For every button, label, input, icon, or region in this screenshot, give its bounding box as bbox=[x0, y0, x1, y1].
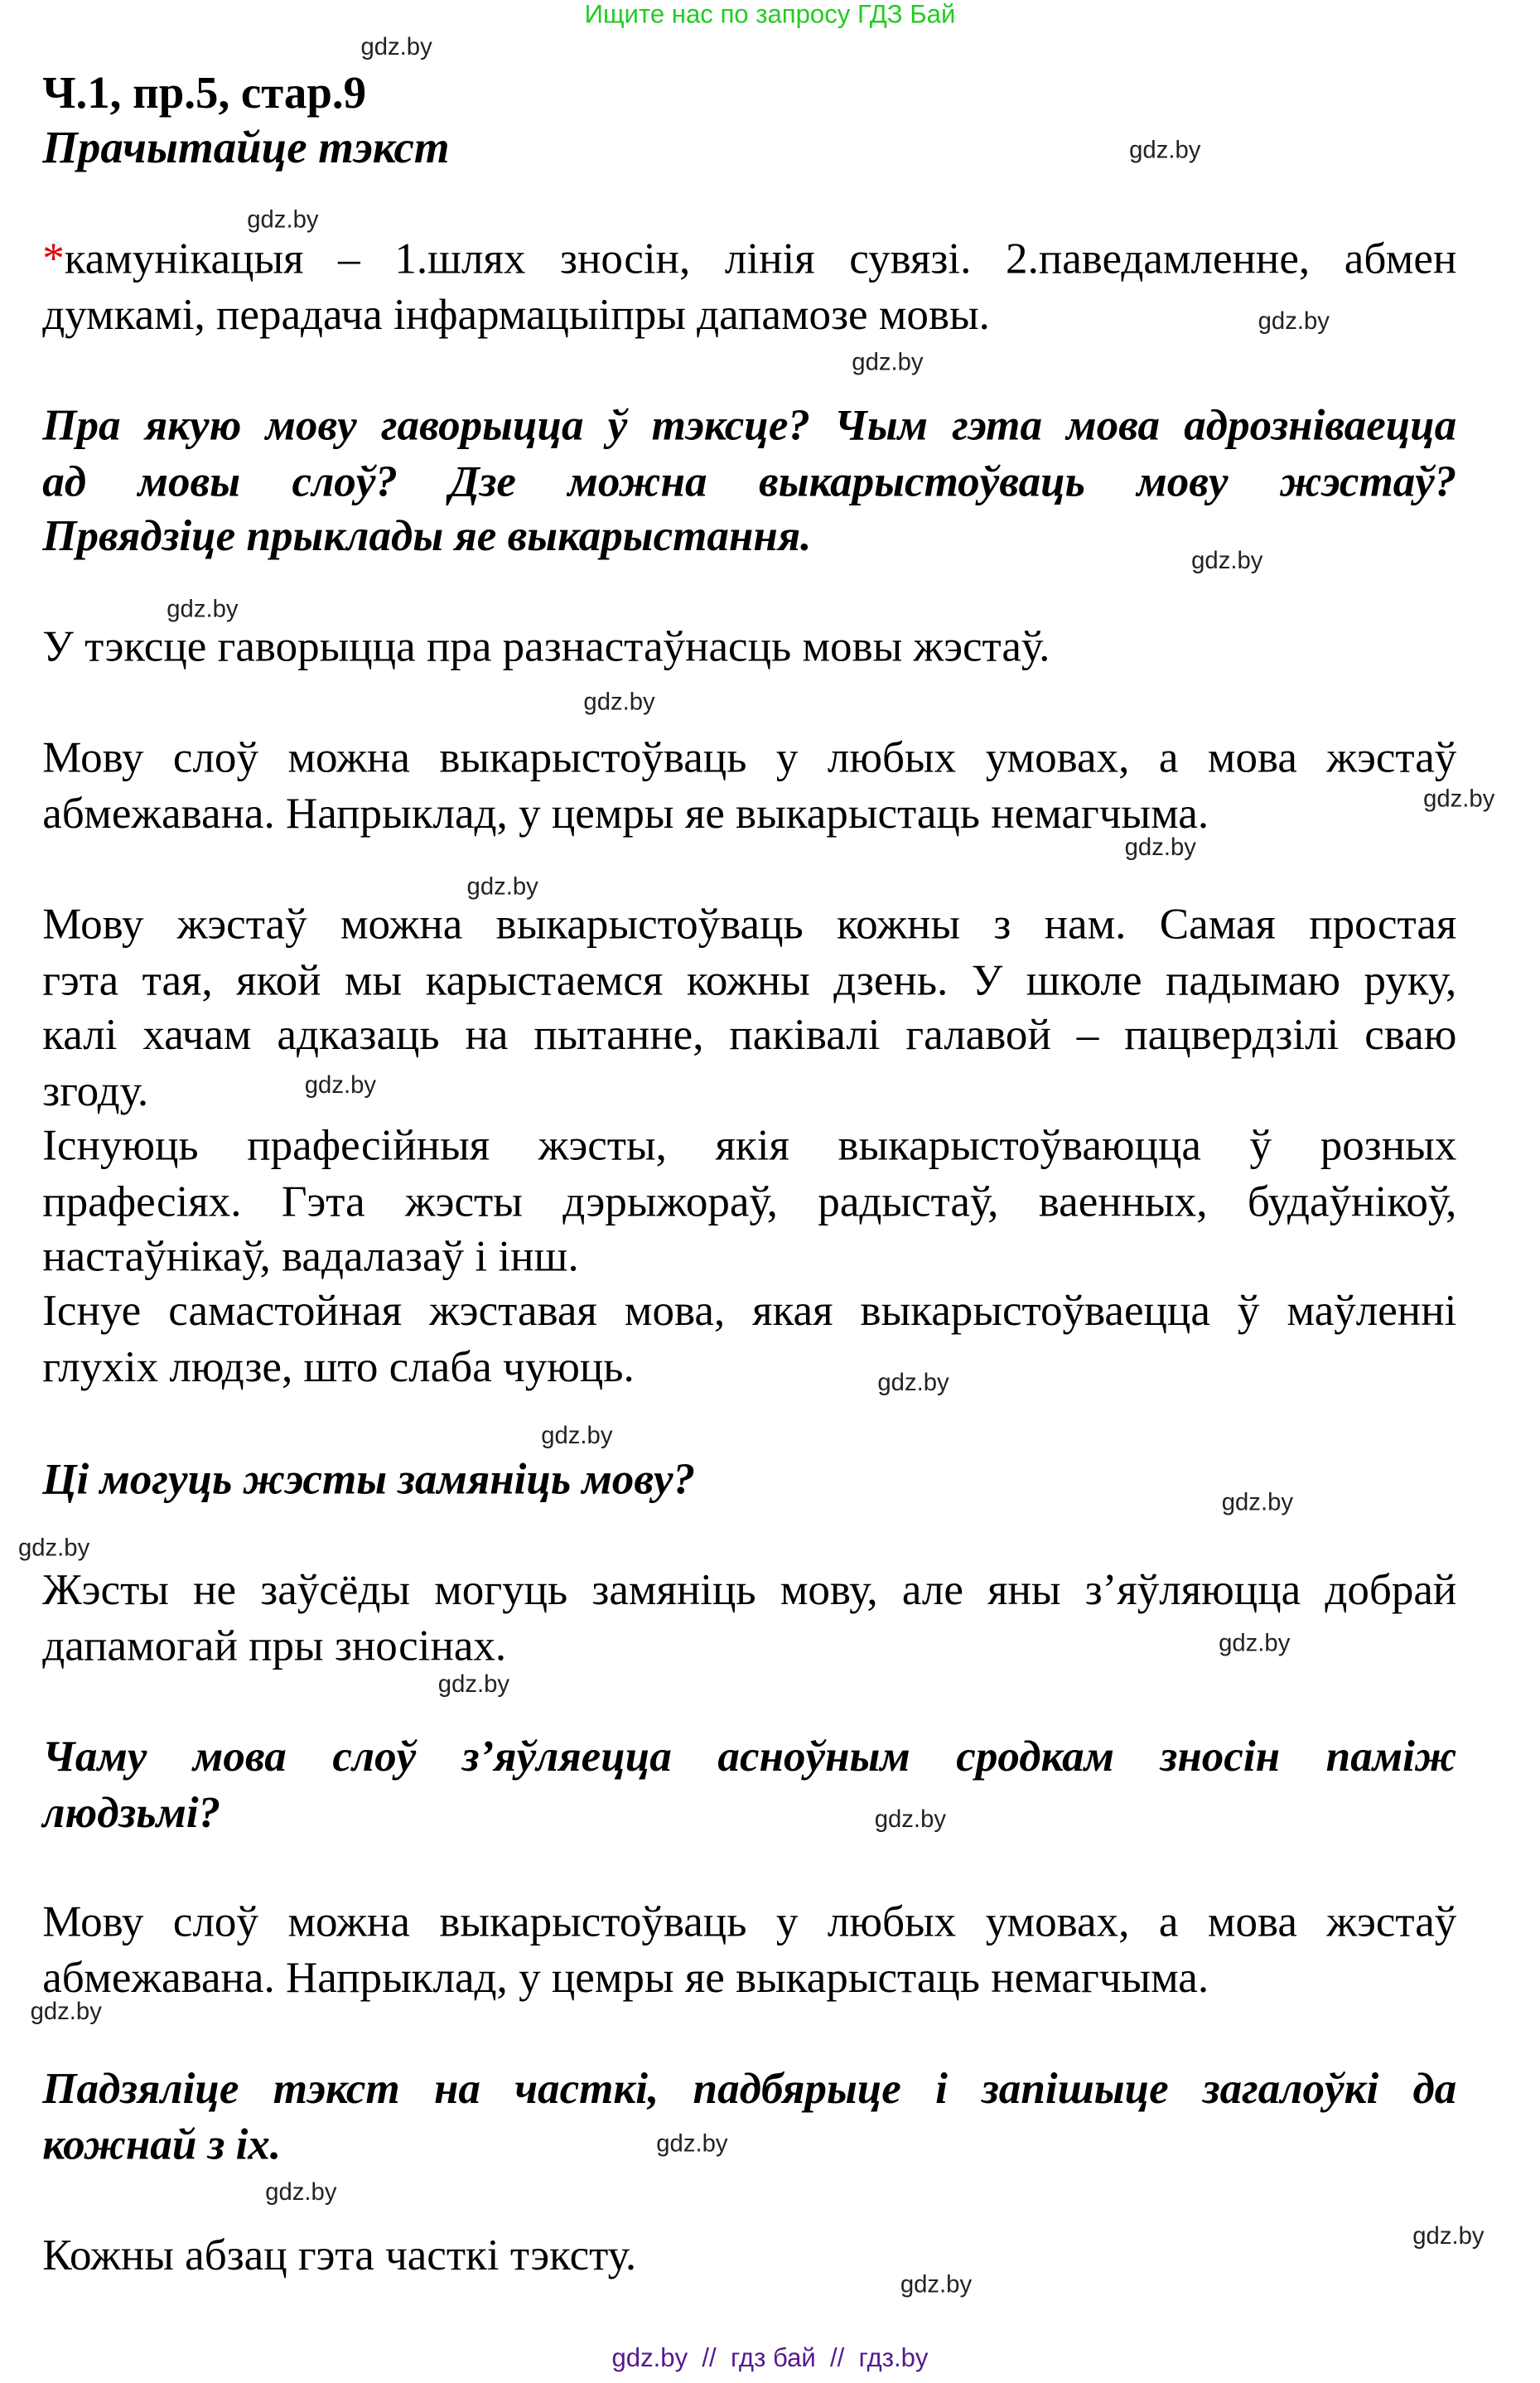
watermark: gdz.by bbox=[656, 2131, 728, 2158]
definition-line: думкамі, перадача інфармацыіпры дапамозе мовы. bbox=[42, 291, 990, 340]
answer-line: настаўнікаў, вадалазаў і інш. bbox=[42, 1232, 579, 1282]
answer-line: Мову слоў можна выкарыстоўваць у любых умовах, а мова жэстаў bbox=[42, 733, 1457, 783]
question-line: кожнай з іх. bbox=[42, 2120, 282, 2169]
watermark: gdz.by bbox=[265, 2180, 337, 2207]
answer-line: Існуюць прафесійныя жэсты, якія выкарыстоўваюцца ў розных bbox=[42, 1121, 1457, 1171]
watermark: gdz.by bbox=[900, 2272, 973, 2298]
watermark: gdz.by bbox=[17, 1535, 90, 1562]
watermark: gdz.by bbox=[1221, 1490, 1293, 1516]
answer-line: Мову слоў можна выкарыстоўваць у любых умовах, а мова жэстаў bbox=[42, 1897, 1457, 1947]
answer-line: Жэсты не заўсёды могуць замяніць мову, але яны з’яўляюцца добрай bbox=[42, 1566, 1457, 1615]
watermark: gdz.by bbox=[1191, 549, 1263, 575]
task-heading: Прачытайце тэкст bbox=[42, 123, 450, 173]
watermark: gdz.by bbox=[1423, 786, 1495, 813]
answer-line: гэта тая, якой мы карыстаемся кожны дзень. У школе падымаю руку, bbox=[42, 955, 1457, 1005]
question-line: Падзяліце тэкст на часткі, падбярыце і запішыце загалоўкі да bbox=[42, 2065, 1457, 2114]
question-line: Пра якую мову гаворыцца ў тэксце? Чым гэта мова адрозніваецца bbox=[42, 401, 1457, 451]
watermark: gdz.by bbox=[167, 597, 239, 624]
footer-links[interactable]: gdz.by // гдз бай // гдз.by bbox=[611, 2343, 929, 2373]
definition-line bbox=[42, 232, 1456, 287]
watermark: gdz.by bbox=[304, 1073, 377, 1100]
watermark: gdz.by bbox=[247, 207, 319, 234]
answer-line: глухіх людзе, што слаба чуюць. bbox=[42, 1342, 635, 1391]
watermark: gdz.by bbox=[466, 874, 538, 901]
answer-line: Існуе самастойная жэставая мова, якая выкарыстоўваецца ў маўленні bbox=[42, 1287, 1457, 1336]
watermark: gdz.by bbox=[877, 1370, 949, 1397]
watermark: gdz.by bbox=[1258, 309, 1330, 336]
answer-line: абмежавана. Напрыклад, у цемры яе выкарыстаць немагчыма. bbox=[42, 1953, 1209, 2003]
answer-line: дапамогай пры зносінах. bbox=[42, 1622, 507, 1670]
answer-line: прафесіях. Гэта жэсты дэрыжораў, радыстаў, ваенных, будаўнікоў, bbox=[42, 1177, 1457, 1226]
question-line: Чаму мова слоў з’яўляецца асноўным сродкам зносін паміж bbox=[42, 1733, 1457, 1781]
answer-line: У тэксце гаворыцца пра разнастаўнасць мовы жэстаў. bbox=[42, 623, 1050, 672]
watermark: gdz.by bbox=[541, 1424, 613, 1450]
answer-line: Кожны абзац гэта часткі тэксту. bbox=[42, 2231, 637, 2280]
answer-line: абмежавана. Напрыклад, у цемры яе выкарыстаць немагчыма. bbox=[42, 789, 1209, 839]
page-title: Ч.1, пр.5, стар.9 bbox=[42, 68, 367, 118]
watermark: gdz.by bbox=[360, 35, 432, 61]
watermark: gdz.by bbox=[30, 1999, 102, 2026]
watermark: gdz.by bbox=[1129, 138, 1201, 164]
watermark: gdz.by bbox=[1219, 1631, 1291, 1657]
watermark: gdz.by bbox=[874, 1807, 946, 1834]
site-header-banner: Ищите нас по запросу ГДЗ Бай bbox=[584, 0, 956, 29]
watermark: gdz.by bbox=[1124, 835, 1196, 862]
question-line: Првядзіце прыклады яе выкарыстання. bbox=[42, 512, 812, 562]
question-line: ад мовы слоў? Дзе можна выкарыстоўваць мову жэстаў? bbox=[42, 457, 1457, 506]
answer-line: калі хачам адказаць на пытанне, паківалі галавой – пацвердзілі сваю bbox=[42, 1011, 1457, 1061]
watermark: gdz.by bbox=[583, 689, 655, 716]
answer-line: Мову жэстаў можна выкарыстоўваць кожны з нам. Самая простая bbox=[42, 900, 1457, 950]
asterisk-mark: * bbox=[42, 234, 65, 284]
watermark: gdz.by bbox=[437, 1672, 510, 1699]
question-line: Ці могуць жэсты замяніць мову? bbox=[42, 1455, 696, 1505]
watermark: gdz.by bbox=[1412, 2224, 1484, 2250]
question-line: людзьмі? bbox=[42, 1788, 221, 1837]
answer-line: згоду. bbox=[42, 1066, 149, 1116]
watermark: gdz.by bbox=[852, 350, 924, 376]
definition-text: камунікацыя – 1.шлях зносін, лінія сувязі. 2.паведамленне, абмен bbox=[64, 234, 1457, 284]
